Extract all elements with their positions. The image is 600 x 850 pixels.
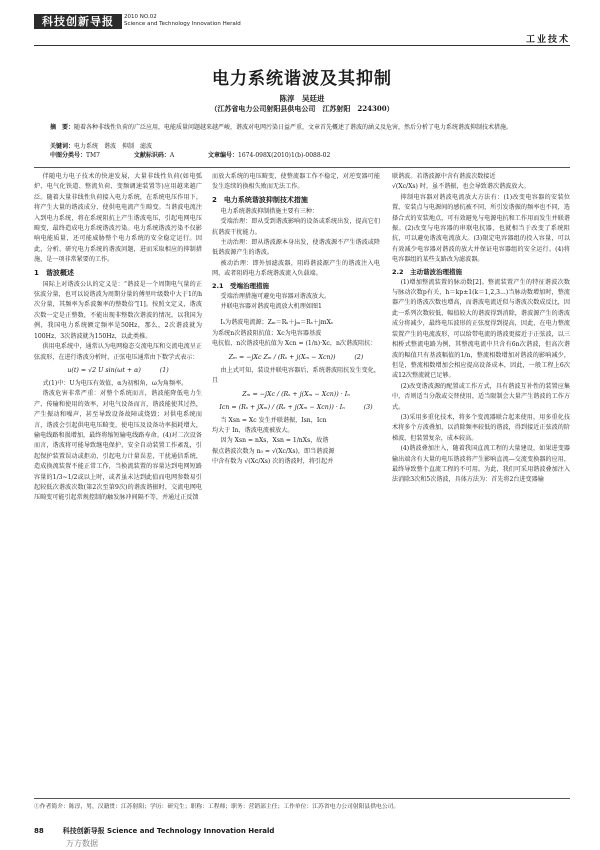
keywords-label: 关键词： xyxy=(50,143,75,150)
page-footer xyxy=(34,826,434,836)
paragraph: 均大于 In，谐波电流被放大。 xyxy=(212,426,294,434)
equation-2: Zₘ = −jXc Zₘ / (Rₛ + j(Xₘ − Xcn)) (2) xyxy=(228,353,364,361)
subsection-heading: 2.2 主动谐波治理措施 xyxy=(392,267,463,276)
column-2 xyxy=(212,172,380,468)
article-affiliation: （江苏省电力公司射阳县供电公司 江苏射阳 224300） xyxy=(210,104,394,113)
journal-english-name: Science and Technology Innovation Herald xyxy=(124,21,241,27)
page-number: 88 xyxy=(34,827,44,835)
section-heading: 1 谐波概述 xyxy=(34,268,74,277)
column-3 xyxy=(392,172,570,486)
paragraph: (1)增加整流装置的脉动数[2]。整流装置产生的特征谐波次数与脉动次数p有关，h＝kp±1(k＝1,2,3...)当脉动数增加时，整流器产生的谐波次数也增高，而谐波电流近似与谐波次数成反比，因此一系列次数较低、幅值较大的谐波得到消除，谐波源产生的谐波成分将减少，最终电压波形的正弦度得到提高，因此，在电力整流装置产生的电流波形，可以给带电流的谐波更接近于正弦波，以三相桥式整流电路为例，其整流电流中只含有6n次谐波，但高次谐波的幅值只有基波幅值的1/n，整流相数增加对谐波的影响减少，但是，整流相数增加会相应提高设备成本，因此，一般工程上6次或12次整流就已足够。 xyxy=(392,278,570,380)
keywords-text: 电力系统 谐波 抑制 滤波 xyxy=(74,143,153,150)
paragraph: 并联电容器对谐波电流放大机理如图1 xyxy=(220,303,322,311)
paragraph: 国际上对谐波公认的定义是：“谐波是一个周期电气量的正弦波分量，也可以说谐波为周期分量的傅里叶级数中大于1的h次分量，其频率为系波频率的整数倍”[1]。按照文定义，谐波次数一定是正整数，不能出现非整数次谐波的情况，以我国为例，我国电力系统额定频率是50Hz，那么，2次谐波就为100Hz，3次谐波就为150Hz，以此类推。 xyxy=(34,280,202,340)
section-label: 工业技术 xyxy=(525,35,570,45)
abstract-label: 摘 要： xyxy=(50,124,75,131)
paragraph: 主动治理：即从谐波源本身出发，使谐波源不产生谐波或降低谐波源产生的谐波。 xyxy=(212,239,380,257)
doc-code-label: 文献标识码： xyxy=(133,152,170,159)
footer-journal: 科技创新导报 Science and Technology Innovation Herald xyxy=(62,827,275,835)
paragraph: 由上式可知，装设并联电容器后，系统谐波阻抗发生变化，且 xyxy=(212,366,380,385)
equation-1: u(t) = √2 U sin(ωt + α) (1) xyxy=(67,366,169,374)
paragraph: 当 Xsn = Xc 发生并联谐振，Isn，Icn xyxy=(220,416,327,424)
paragraph: 被动治理：即外加滤波器，阻碍谐波源产生的谐波注入电网，或者阻碍电力系统谐波流入负载端。 xyxy=(212,259,380,278)
author-footnote: ①作者简介：陈淳，男，汉籍贯：江苏射阳；学历：研究生；职称：工程师；职务：营销部主任；工作单位：江苏省电力公司射阳县供电公司。 xyxy=(34,804,400,810)
meta-divider xyxy=(34,167,570,168)
paragraph: Iₛ为谐波电流源；Zₘ＝Rₛ＋jₘ＝Rₛ＋jmXₛ xyxy=(220,319,333,327)
journal-brand-badge: 科技创新导报 xyxy=(34,14,122,29)
column-1 xyxy=(34,172,202,504)
paragraph: (4)谐波叠加注入，随着我国直流工程的大量建设，如果进变器输出端含有大量的电压谐波将产生影响直流—交流变换器的应用，最终导致整个直流工程的不可用。为此，我们可采用谐波叠加注入法消除3次和5次谐波，具体方法为：首先将2台进变器输 xyxy=(392,445,570,484)
article-no-value: 1674-098X(2010)1(b)-0088-02 xyxy=(238,152,331,159)
clc-value: TM7 xyxy=(86,152,100,159)
paragraph: 振点谐波次数为 n₀ = √(Xc/Xs)，即当谐波源 xyxy=(212,447,335,455)
paragraph: 中含有数为 √(Xc/Xs) 次的谐波时，将引起并 xyxy=(212,458,334,466)
article-no-label: 文章编号： xyxy=(208,152,239,159)
equation-3a: Zₘ = −jXc / (Rₛ + j(Xₘ − Xcn)) · Iₙ xyxy=(242,390,350,398)
clc-label: 中图分类号： xyxy=(50,152,87,159)
paragraph: 伴随电力电子技术的快速发展，大量非线性负荷(如电弧炉、电气化铁道、整流负荷、变频调速装置等)应用越来越广泛。随着大量非线性负荷接入电力系统，在系统电压作用下，将产生大量的谐波成分，使供电电流产生畸变。当谐波电流注入到电力系统，将在系统阻抗上产生谐波电压，引起电网电压畸变，最终造成电力系统谐波污染。电力系统谐波污染不仅影响电能质量，还可能威胁整个电力系统的安全稳定运行。因此，分析、研究电力系统的谐波问题，进而采取相应的抑制措施，是一项非常紧要的工作。 xyxy=(34,173,202,264)
classification-line xyxy=(50,152,560,160)
abstract-text: 随着各种非线性负荷的广泛应用，电能质量问题越来越严峻，谐波对电网污染日益严重，文章首先概述了谐波的涵义及危害，然后分析了电力系统谐波抑制技术措施。 xyxy=(74,124,513,131)
paragraph: 受端治理：即从受到谐波影响的设备或系统出发，提高它们抗谐波干扰能力。 xyxy=(212,218,380,236)
header-divider xyxy=(34,45,570,46)
paragraph: (3)采用多重化技术，将多个变流器联合起来使用，用多重化技术将多个方波叠加，以消除频率较低的谐波，得到接近正弦波的阶梯波，但装置复杂，成本较高。 xyxy=(392,413,570,442)
paragraph: 式(1)中：U为电压有效值，α为初相角，ω为角频率。 xyxy=(42,379,188,387)
doc-code-value: A xyxy=(169,152,175,159)
watermark: 万方数据 xyxy=(66,839,98,848)
article-title: 电力系统谐波及其抑制 xyxy=(212,69,392,89)
paragraph: 电力系统谐波抑制措施主要有三种： xyxy=(220,207,319,215)
footnote-divider xyxy=(34,798,570,799)
subsection-heading: 2.1 受端治理措施 xyxy=(212,281,270,290)
paragraph: (2)改变谐波源的配置或工作方式，具有谐波互补性的装置应集中，否则适当分散或交替使用，适当限制会大量产生谐波的工作方式。 xyxy=(392,382,570,411)
issue-line: 2010 NO.02 xyxy=(124,14,157,20)
paragraph: 因为 Xsn = nXs，Xsn = 1/nXs，故谐 xyxy=(220,437,329,445)
paragraph: 电抗值，n次谐波电抗值为 Xcn = (1/n)·Xc，n次谐波阻抗： xyxy=(212,340,377,348)
article-authors: 陈淳 吴廷进 xyxy=(279,94,325,103)
paragraph: 受端治理措施可避免电容器对谐波放大。 xyxy=(220,292,331,300)
abstract xyxy=(50,124,560,132)
paragraph: 而放大系统的电压畸变，使整流器工作不稳定，对逆变器可能发生连续的换相失败而无法工作。 xyxy=(212,173,380,191)
paragraph: 联谐波。若谐波源中含有谐波次数接近 xyxy=(392,173,496,180)
equation-3b: Icn = (Rₛ + jXₘ) / (Rₛ + j(Xₘ − Xcn)) · Iₙ (3) xyxy=(219,403,373,411)
paragraph: 抑制电容器对谐波电流放大方法有：(1)改变电容器的安装位置，安装点与电源间的感抗被不同，所引发谐振的频率也不同，选择合式的安装地点，可有效避免与电源电抗和工作用而发生并联谐振。(2)改变与电容器的串联电抗器，也就相当于改变了系统阻抗，可以避免谐波电流放大。(3)限定电容器组的投入容量，可以有效减少电容器对谐波的放大并保证电容器组的安全运行。(4)将电容器组的某些支路改为滤波器。 xyxy=(392,193,570,264)
keywords xyxy=(50,143,560,151)
paragraph: 为系统n次谐波阻抗值；Xc为电容器基波 xyxy=(212,329,322,337)
paragraph: 供用电系统中，通常认为电网稳态交流电压和交流电流呈正弦波形，在进行谐波分析时，正弦电压通常由下数学式表示： xyxy=(34,343,202,361)
paragraph: √(Xc/Xs) 时，虽不谐振，也会导致谐次谐波放大。 xyxy=(392,183,530,191)
paragraph: 谐波危害非常严重：对整个系统而言，谐波能降低电力生产、传输和使用的效率，对电气设备而言，谐波能使其过热，产生振动和噪声，甚至导致设备故障或烧毁；对供电系统而言，谐波会引起供电电压畸变，使电压及设备功率损耗增大，输电线路和损增加，最终将缩短输电线路寿命。(4)对二次设备而言，谐波将可能导致继电保护、安全自动装置工作紊乱，引起保护装置误动或拒动，引起电力计量误差，干扰通信系统，造成换流装置不能正常工作，当换流装置的容量达到电网短路容量的1/3~1/2或以上时，或者虽未达到此值而电网参数易引起较低次谐波次数(第2次至第9次)的谐波谐振时，交流电网电压畸变可能引起常规控制的触发脉冲间隔不等，并通过正反馈 xyxy=(34,390,202,502)
section-heading: 2 电力系统谐波抑制技术措施 xyxy=(212,195,308,204)
